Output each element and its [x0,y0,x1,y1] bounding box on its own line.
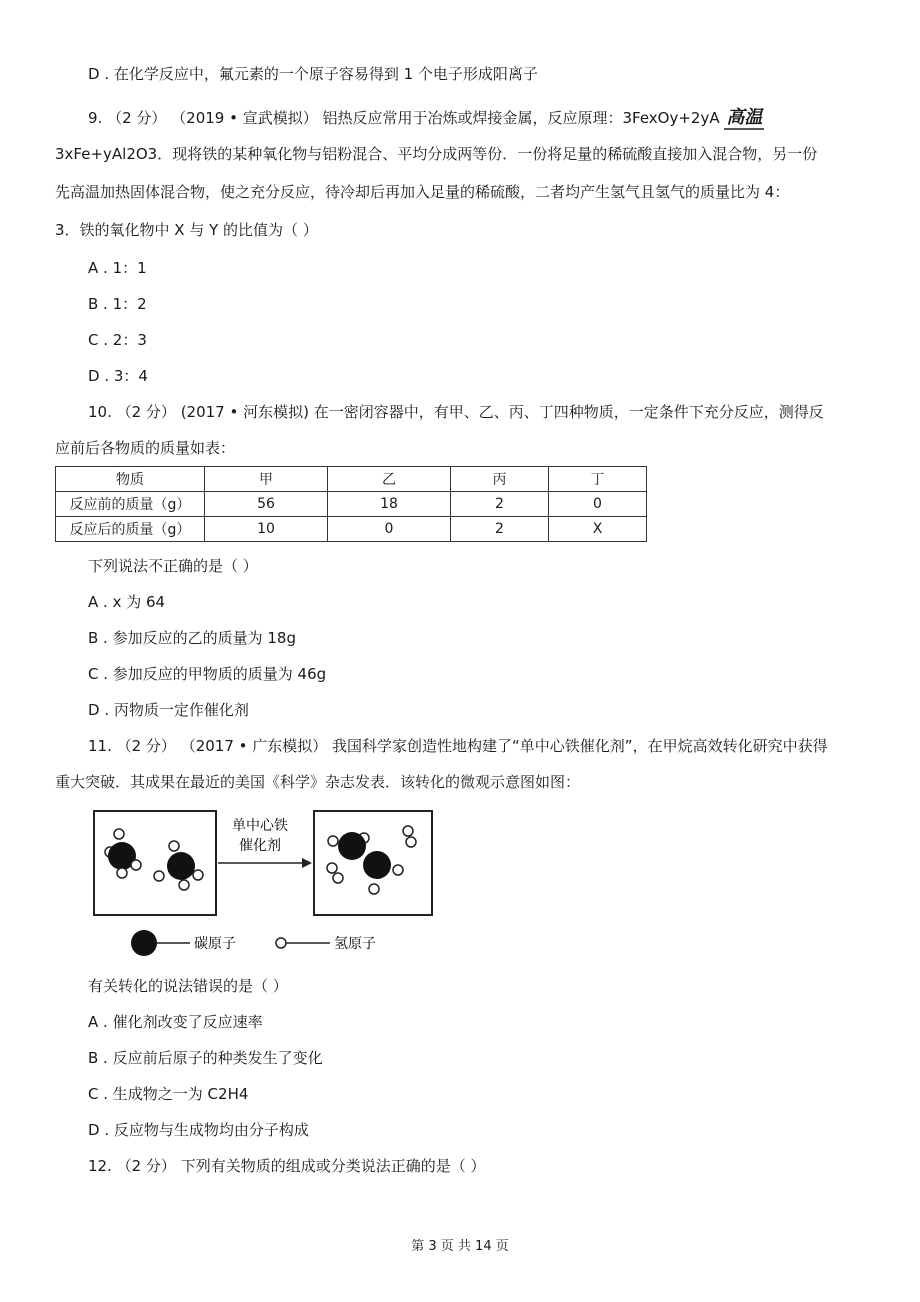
table-cell: 2 [451,517,549,542]
page-footer: 第 3 页 共 14 页 [411,1239,509,1254]
arrow-head-icon [302,858,312,868]
table-cell: 0 [328,517,451,542]
table-cell: 56 [205,492,328,517]
q8-option-d: D . 在化学反应中，氟元素的一个原子容易得到 1 个电子形成阳离子 [88,65,538,83]
q12-stem: 12. （2 分） 下列有关物质的组成或分类说法正确的是（ ） [88,1157,486,1175]
arrow-label-2: 催化剂 [239,838,281,854]
table-header-row [56,467,647,492]
q10-mass-table [55,466,647,542]
q10-option-c[interactable]: C . 参加反应的甲物质的质量为 46g [88,665,327,683]
methane-molecule-2 [154,841,203,890]
q10-option-b[interactable]: B . 参加反应的乙的质量为 18g [88,629,296,647]
q9-stem-text: 9. （2 分） （2019 • 宣武模拟） 铝热反应常用于冶炼或焊接金属，反应原理：3FexOy+2yA [88,109,720,127]
hydrogen-molecule-2 [403,826,416,847]
methane-molecule-1 [105,829,141,878]
table-cell: 乙 [328,467,451,492]
table-cell: X [548,517,646,542]
q11-prompt: 有关转化的说法错误的是（ ） [88,977,288,995]
q9-stem-line1 [88,108,764,128]
q11-stem-line1: 11. （2 分） （2017 • 广东模拟） 我国科学家创造性地构建了“单中心铁催化剂”，在甲烷高效转化研究中获得 [88,737,828,755]
hydrogen-molecule-1 [327,863,343,883]
arrow-label-1: 单中心铁 [232,818,288,834]
table-cell: 物质 [56,467,205,492]
table-cell: 0 [548,492,646,517]
table-cell: 丁 [548,467,646,492]
q11-molecule-diagram [90,808,450,958]
q9-condition-high-temp: 高温 [726,107,763,128]
q11-option-b[interactable]: B . 反应前后原子的种类发生了变化 [88,1049,323,1067]
table-row [56,517,647,542]
table-cell: 反应后的质量（g） [56,517,205,542]
q11-option-d[interactable]: D . 反应物与生成物均由分子构成 [88,1121,309,1139]
table-cell: 丙 [451,467,549,492]
table-cell: 反应前的质量（g） [56,492,205,517]
q10-prompt: 下列说法不正确的是（ ） [88,557,258,575]
hydrogen-atom-legend-icon [276,938,286,948]
table-cell: 10 [205,517,328,542]
carbon-atom-legend-icon [131,930,157,956]
q11-option-c[interactable]: C . 生成物之一为 C2H4 [88,1085,249,1103]
q9-stem-line2: 3xFe+yAl2O3．现将铁的某种氧化物与铝粉混合、平均分成两等份．一份将足量的稀硫酸直接加入混合物，另一份 [55,145,818,163]
legend-hydrogen-label: 氢原子 [334,936,376,952]
q10-option-a[interactable]: A . x 为 64 [88,593,166,611]
q11-option-a[interactable]: A . 催化剂改变了反应速率 [88,1013,263,1031]
table-row [56,492,647,517]
table-cell: 2 [451,492,549,517]
table-cell: 18 [328,492,451,517]
q10-stem-line2: 应前后各物质的质量如表： [55,439,236,457]
legend-carbon-label: 碳原子 [194,936,236,952]
ethylene-molecule [328,832,403,894]
q9-stem-line4: 3．铁的氧化物中 X 与 Y 的比值为（ ） [55,221,318,239]
q9-option-b[interactable]: B . 1：2 [88,295,147,313]
q10-option-d[interactable]: D . 丙物质一定作催化剂 [88,701,249,719]
q9-option-a[interactable]: A . 1：1 [88,259,147,277]
table-cell: 甲 [205,467,328,492]
q11-stem-line2: 重大突破．其成果在最近的美国《科学》杂志发表．该转化的微观示意图如图： [55,773,581,791]
q10-stem-line1: 10. （2 分） (2017 • 河东模拟) 在一密闭容器中，有甲、乙、丙、丁四种物质，一定条件下充分反应，测得反 [88,403,824,421]
q9-stem-line3: 先高温加热固体混合物，使之充分反应，待冷却后再加入足量的稀硫酸，二者均产生氢气且氢气的质量比为 4： [55,183,790,201]
q9-option-d[interactable]: D . 3：4 [88,367,148,385]
q9-option-c[interactable]: C . 2：3 [88,331,147,349]
